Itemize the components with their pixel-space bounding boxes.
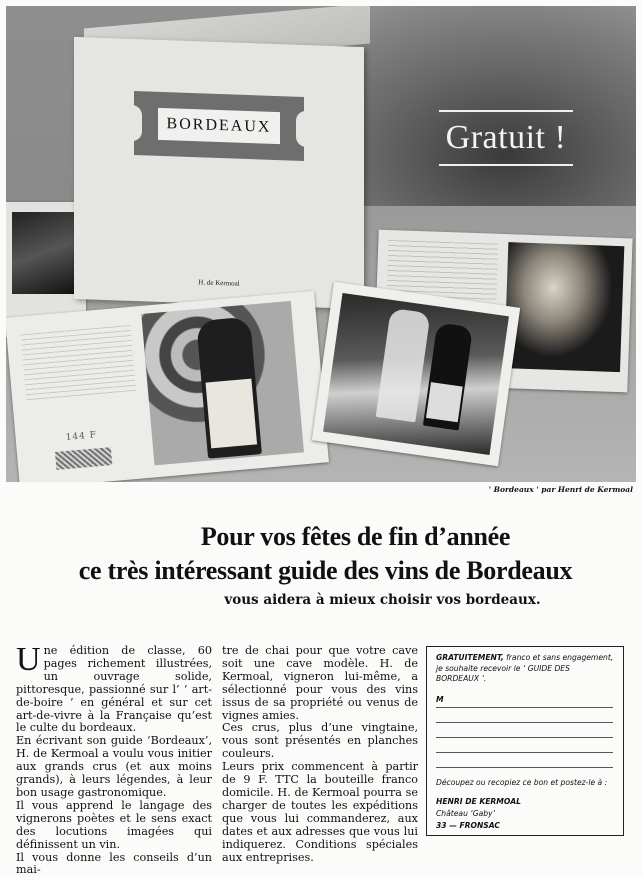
badge-rule-bottom: [439, 164, 573, 166]
paragraph: Leurs prix commencent à partir de 9 F. TTC la bouteille franco domicile. H. de Kermoal pourra se charger de toutes les expéditions que vous lui commanderez, aux dates et aux adresses que vous lui indiquerez. Conditions spéciales aux entreprises.: [222, 761, 418, 864]
subheadline: vous aidera à mieux choisir vos bordeaux.: [0, 592, 643, 608]
photo-caption: ' Bordeaux ' par Henri de Kermoal: [489, 485, 633, 494]
wine-label: [206, 379, 258, 449]
badge-text: Gratuit !: [439, 112, 573, 164]
free-badge: [439, 110, 573, 166]
coupon-intro-text: franco et sans engagement, je souhaite recevoir le ‘ GUIDE DES BORDEAUX ’.: [436, 653, 613, 683]
title-frame: [134, 91, 304, 161]
paragraph: Il vous apprend le langage des vignerons poètes et le sens exact des locutions imagées qui définissent un vin.: [16, 800, 212, 852]
body-column-1: [16, 645, 212, 877]
address-field-3[interactable]: [436, 738, 613, 753]
crest-icon: [55, 447, 112, 470]
paragraph-text: ne édition de classe, 60 pages richement illustrées, un ouvrage solide, pittoresque, passionné sur l’ ‘ art-de-boire ’ en général et sur cet art-de-vivre à la Française qu’est le culte du bordeaux.: [16, 644, 212, 734]
book-title: BORDEAUX: [158, 108, 280, 144]
coupon-instructions: Découpez ou recopiez ce bon et postez-le à :: [436, 778, 615, 789]
order-coupon[interactable]: [426, 646, 624, 836]
headline-line-2: ce très intéressant guide des vins de Bordeaux: [0, 556, 643, 586]
sample-page-front-right: [312, 282, 520, 467]
sample-page-front-left: [6, 291, 329, 482]
paragraph: En écrivant son guide ‘Bordeaux’, H. de Kermoal a voulu vous initier aux grands crus (et aux moins grands), à leurs légendes, à leur bon usage gastronomique.: [16, 735, 212, 800]
wine-bottle-photo: [504, 242, 624, 372]
headline-line-1: Pour vos fêtes de fin d’année: [0, 522, 643, 552]
mailing-address: [436, 796, 615, 832]
address-name: HENRI DE KERMOAL: [436, 796, 615, 808]
drop-cap: U: [16, 647, 41, 673]
address-city: 33 — FRONSAC: [436, 820, 615, 832]
product-photo: [6, 6, 636, 482]
address-place: Château ‘Gaby’: [436, 808, 615, 820]
coupon-intro: [436, 653, 615, 685]
price-tag: 144 F: [65, 430, 97, 443]
wine-photo: [12, 212, 76, 294]
paragraph: Il vous donne les conseils d’un mai-: [16, 852, 212, 877]
name-prefix: M: [436, 695, 448, 706]
guide-book-cover: [74, 37, 364, 309]
address-field-2[interactable]: [436, 723, 613, 738]
book-author: H. de Kermoal: [74, 274, 364, 292]
address-field-4[interactable]: [436, 753, 613, 768]
paragraph: tre de chai pour que votre cave soit une cave modèle. H. de Kermoal, vigneron lui-même, a sélectionné pour vous des vins issus de sa propriété ou venus de vignes amies.: [222, 645, 418, 722]
page-text-block: [21, 325, 137, 404]
coupon-intro-bold: GRATUITEMENT,: [436, 653, 504, 662]
wine-label: [426, 382, 463, 422]
name-field[interactable]: [436, 693, 613, 708]
paragraph: Ces crus, plus d’une vingtaine, vous sont présentés en planches couleurs.: [222, 722, 418, 761]
paragraph: [16, 645, 212, 735]
body-column-2: [222, 645, 418, 864]
address-field-1[interactable]: [436, 708, 613, 723]
